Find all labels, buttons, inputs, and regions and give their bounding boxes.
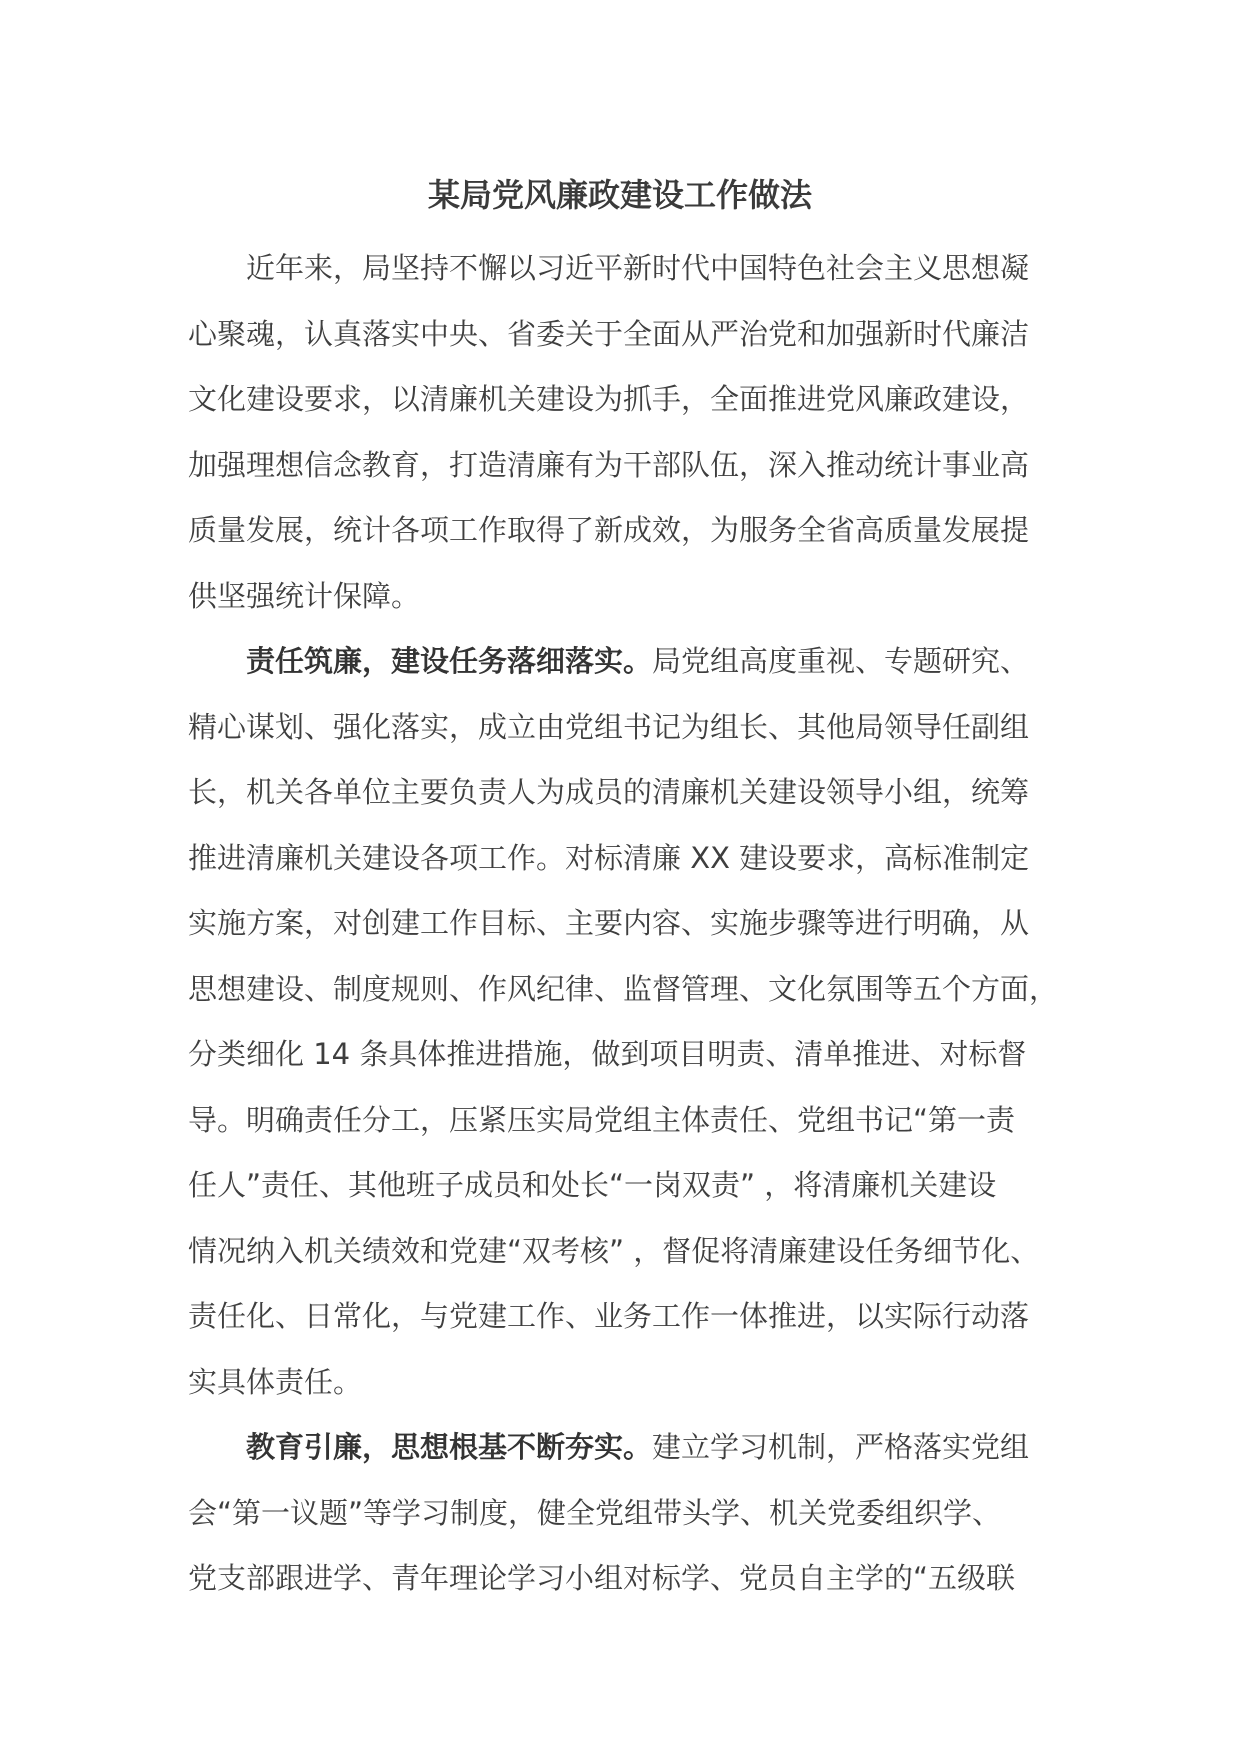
text-line: 任人”责任、其他班子成员和处长“一岗双责” ，将清廉机关建设 [188,1168,997,1202]
text-line: 分类细化 14 条具体推进措施，做到项目明责、清单推进、对标督 [188,1037,1027,1071]
text-line: 质量发展，统计各项工作取得了新成效，为服务全省高质量发展提 [188,513,1030,547]
text-line [188,629,1078,695]
text-line: 精心谋划、强化落实，成立由党组书记为组长、其他局领导任副组 [188,709,1030,744]
text-line: 实具体责任。 [188,1364,363,1399]
text-line: 实施方案，对创建工作目标、主要内容、实施步骤等进行明确，从 [188,906,1030,940]
text-line: 加强理想信念教育，打造清廉有为干部队伍，深入推动统计事业高 [188,447,1030,482]
text-line: 近年来，局坚持不懈以习近平新时代中国特色社会主义思想凝 [246,251,1030,285]
text-line-rest: 局党组高度重视、专题研究、 [652,644,1030,678]
paragraph-education [188,1415,1078,1612]
text-line: 责任化、日常化，与党建工作、业务工作一体推进，以实际行动落 [188,1299,1030,1333]
text-line: 会“第一议题”等学习制度，健全党组带头学、机关党委组织学、 [188,1495,1002,1530]
paragraph-lead-heading: 责任筑廉，建设任务落细落实。 [246,644,653,678]
text-line: 心聚魂，认真落实中央、省委关于全面从严治党和加强新时代廉洁 [188,316,1030,351]
text-line-rest: 建立学习机制，严格落实党组 [652,1430,1030,1464]
text-line: 长，机关各单位主要负责人为成员的清廉机关建设领导小组，统筹 [188,775,1030,809]
text-line: 推进清廉机关建设各项工作。对标清廉 XX 建设要求，高标准制定 [188,840,1030,875]
paragraph-intro [188,236,1078,629]
paragraph-responsibility [188,629,1078,1415]
text-line [188,1415,1078,1481]
text-line: 思想建设、制度规则、作风纪律、监督管理、文化氛围等五个方面， [188,971,1059,1006]
text-line: 党支部跟进学、青年理论学习小组对标学、党员自主学的“五级联 [188,1561,1016,1595]
paragraph-lead-heading: 教育引廉，思想根基不断夯实。 [246,1430,653,1464]
text-line: 供坚强统计保障。 [188,578,421,613]
document-body [188,236,1078,1612]
document-title: 某局党风廉政建设工作做法 [427,176,812,214]
text-line: 情况纳入机关绩效和党建“双考核” ，督促将清廉建设任务细节化、 [188,1233,1040,1268]
text-line: 导。明确责任分工，压紧压实局党组主体责任、党组书记“第一责 [188,1102,1016,1137]
text-line: 文化建设要求，以清廉机关建设为抓手，全面推进党风廉政建设， [188,382,1030,416]
